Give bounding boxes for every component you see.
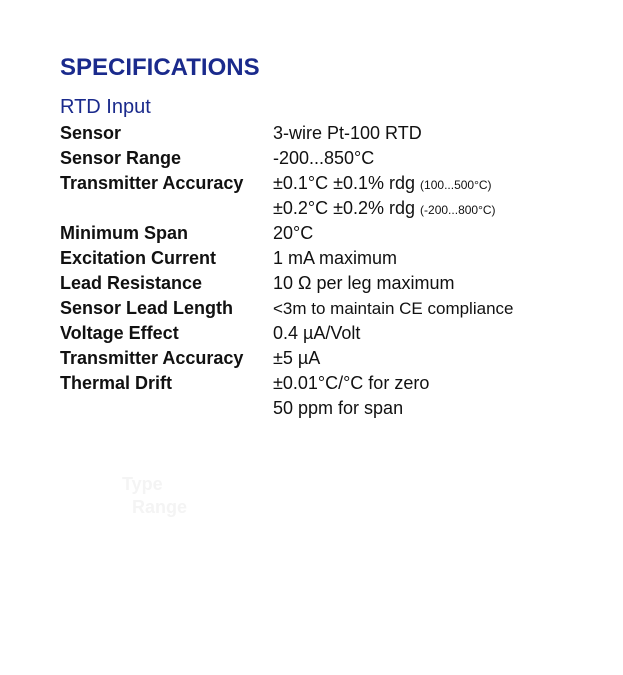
spec-row	[60, 271, 600, 296]
spec-value: ±0.2°C ±0.2% rdg (-200...800°C)	[273, 198, 496, 218]
spec-value: ±0.01°C/°C for zero	[273, 373, 430, 393]
spec-row	[60, 171, 600, 196]
spec-row	[60, 146, 600, 171]
spec-note: (100...500°C)	[420, 178, 492, 192]
spec-row	[60, 221, 600, 246]
faint-bleed-text: Type	[122, 474, 163, 494]
spec-value: <3m to maintain CE compliance	[273, 298, 514, 318]
spec-label: Minimum Span	[60, 223, 189, 243]
spec-label: Voltage Effect	[60, 323, 179, 343]
spec-row	[60, 121, 600, 146]
spec-value: -200...850°C	[273, 148, 375, 168]
spec-row	[60, 346, 600, 371]
spec-label: Lead Resistance	[60, 273, 203, 293]
spec-value: 0.4 µA/Volt	[273, 323, 361, 343]
spec-value: 50 ppm for span	[273, 398, 404, 418]
spec-row	[60, 396, 600, 421]
section-title: RTD Input	[60, 96, 151, 118]
spec-label: Sensor	[60, 123, 122, 143]
spec-value: 20°C	[273, 223, 314, 243]
spec-row	[60, 296, 600, 321]
spec-value: ±5 µA	[273, 348, 321, 368]
spec-row	[60, 196, 600, 221]
spec-value: ±0.1°C ±0.1% rdg (100...500°C)	[273, 173, 492, 193]
page-title: SPECIFICATIONS	[60, 54, 260, 81]
faint-bleed-text: Range	[132, 497, 188, 517]
spec-table	[60, 121, 600, 421]
spec-row	[60, 246, 600, 271]
spec-label: Transmitter Accuracy	[60, 173, 244, 193]
spec-label: Sensor Range	[60, 148, 182, 168]
spec-label: Thermal Drift	[60, 373, 173, 393]
spec-value: 10 Ω per leg maximum	[273, 273, 455, 293]
spec-note: (-200...800°C)	[420, 203, 496, 217]
spec-row	[60, 371, 600, 396]
spec-label: Sensor Lead Length	[60, 298, 234, 318]
spec-row	[60, 321, 600, 346]
spec-value: 1 mA maximum	[273, 248, 398, 268]
spec-label: Transmitter Accuracy	[60, 348, 244, 368]
spec-value: 3-wire Pt-100 RTD	[273, 123, 422, 143]
spec-label: Excitation Current	[60, 248, 217, 268]
